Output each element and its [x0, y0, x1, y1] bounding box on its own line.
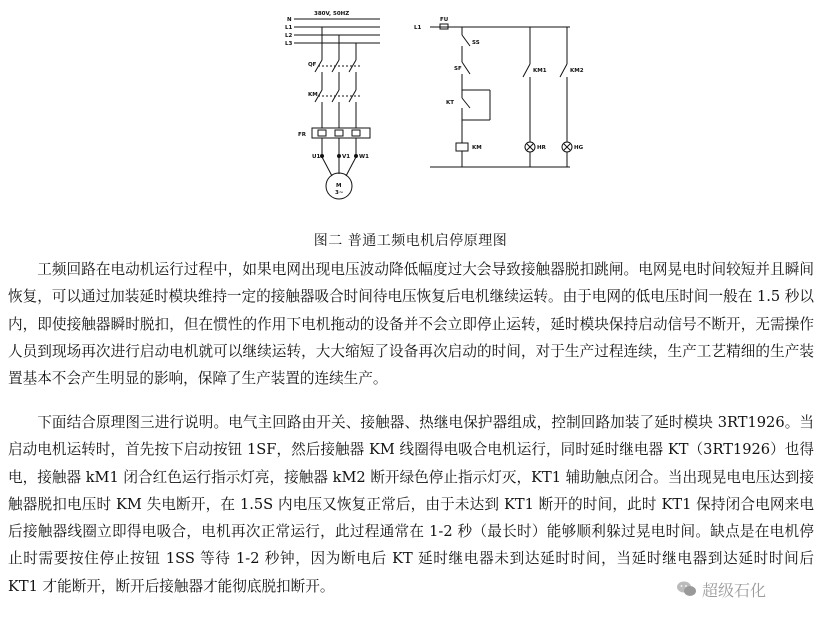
circuit-diagram [0, 0, 821, 225]
watermark-text: 超级石化 [702, 580, 767, 600]
start-button-label: SF [454, 66, 462, 72]
paragraph: 下面结合原理图三进行说明。电气主回路由开关、接触器、热继电保护器组成，控制回路加装了延时模块 3RT1926。当启动电机运转时，首先按下启动按钮 1SF，然后接触器 KM 线圈得电吸合电机运行，同时延时继电器 KT（3RT1926）也得电，接触器 kM1 闭合红色运行指示灯亮，接触器 kM2 断开绿色停止指示灯灭，KT1 辅助触点闭合。当出现晃电电压达到接触器脱扣电压时 KM 失电断开，在 1.5S 内电压又恢复正常后，由于未达到 KT1 断开的时间，此时 KT1 保持闭合电网来电后接触器线圈立即得电吸合，电机再次正常运行，此过程通常在 1-2 秒（最长时）能够顺利躲过晃电时间。缺点是在电机停止时需要按住停止按钮 1SS 等待 1-2 秒钟，因为断电后 KT 延时继电器未到达延时时间，当延时继电器到达延时时间后 KT1 才能断开，断开后接触器才能彻底脱扣断开。 [8, 414, 814, 595]
motor-label: M [336, 183, 342, 189]
control-supply-label: L1 [414, 25, 422, 31]
fuse-label: FU [440, 17, 449, 23]
coil-label: KM [472, 145, 482, 151]
terminal-label: W1 [359, 154, 369, 160]
contactor-label: KM [308, 92, 318, 98]
relay-contact-label: KT [446, 100, 455, 106]
lamp-red-label: HR [537, 145, 546, 151]
motor-sub-label: 3~ [335, 190, 344, 196]
terminal-label: U1 [312, 154, 321, 160]
bus-label: L2 [285, 33, 293, 39]
paragraph: 工频回路在电动机运行过程中，如果电网出现电压波动降低幅度过大会导致接触器脱扣跳闸。电网晃电时间较短并且瞬间恢复，可以通过加装延时模块维持一定的接触器吸合时间待电压恢复后电机继续运转。由于电网的低电压时间一般在 1.5 秒以内，即使接触器瞬时脱扣，但在惯性的作用下电机拖动的设备并不会立即停止运转，延时模块保持启动信号不断开，无需操作人员到现场再次进行启动电机就可以继续运转，大大缩短了设备再次启动的时间，对于生产过程连续，生产工艺精细的生产装置基本不会产生明显的影响，保障了生产装置的连续生产。 [8, 261, 814, 388]
wechat-icon [676, 580, 698, 598]
bus-label: L3 [285, 41, 293, 47]
bus-label: L1 [285, 25, 293, 31]
supply-label: 380V, 50HZ [314, 11, 350, 17]
breaker-label: QF [308, 62, 317, 68]
aux-contact-label: KM1 [533, 68, 547, 74]
figure-caption: 图二 普通工频电机启停原理图 [313, 233, 508, 249]
watermark [676, 574, 821, 604]
terminal-label: V1 [342, 154, 351, 160]
overload-label: FR [298, 132, 306, 138]
lamp-green-label: HG [574, 145, 584, 151]
bus-label: N [287, 17, 292, 23]
stop-button-label: SS [472, 40, 480, 46]
aux-contact-2-label: KM2 [570, 68, 584, 74]
